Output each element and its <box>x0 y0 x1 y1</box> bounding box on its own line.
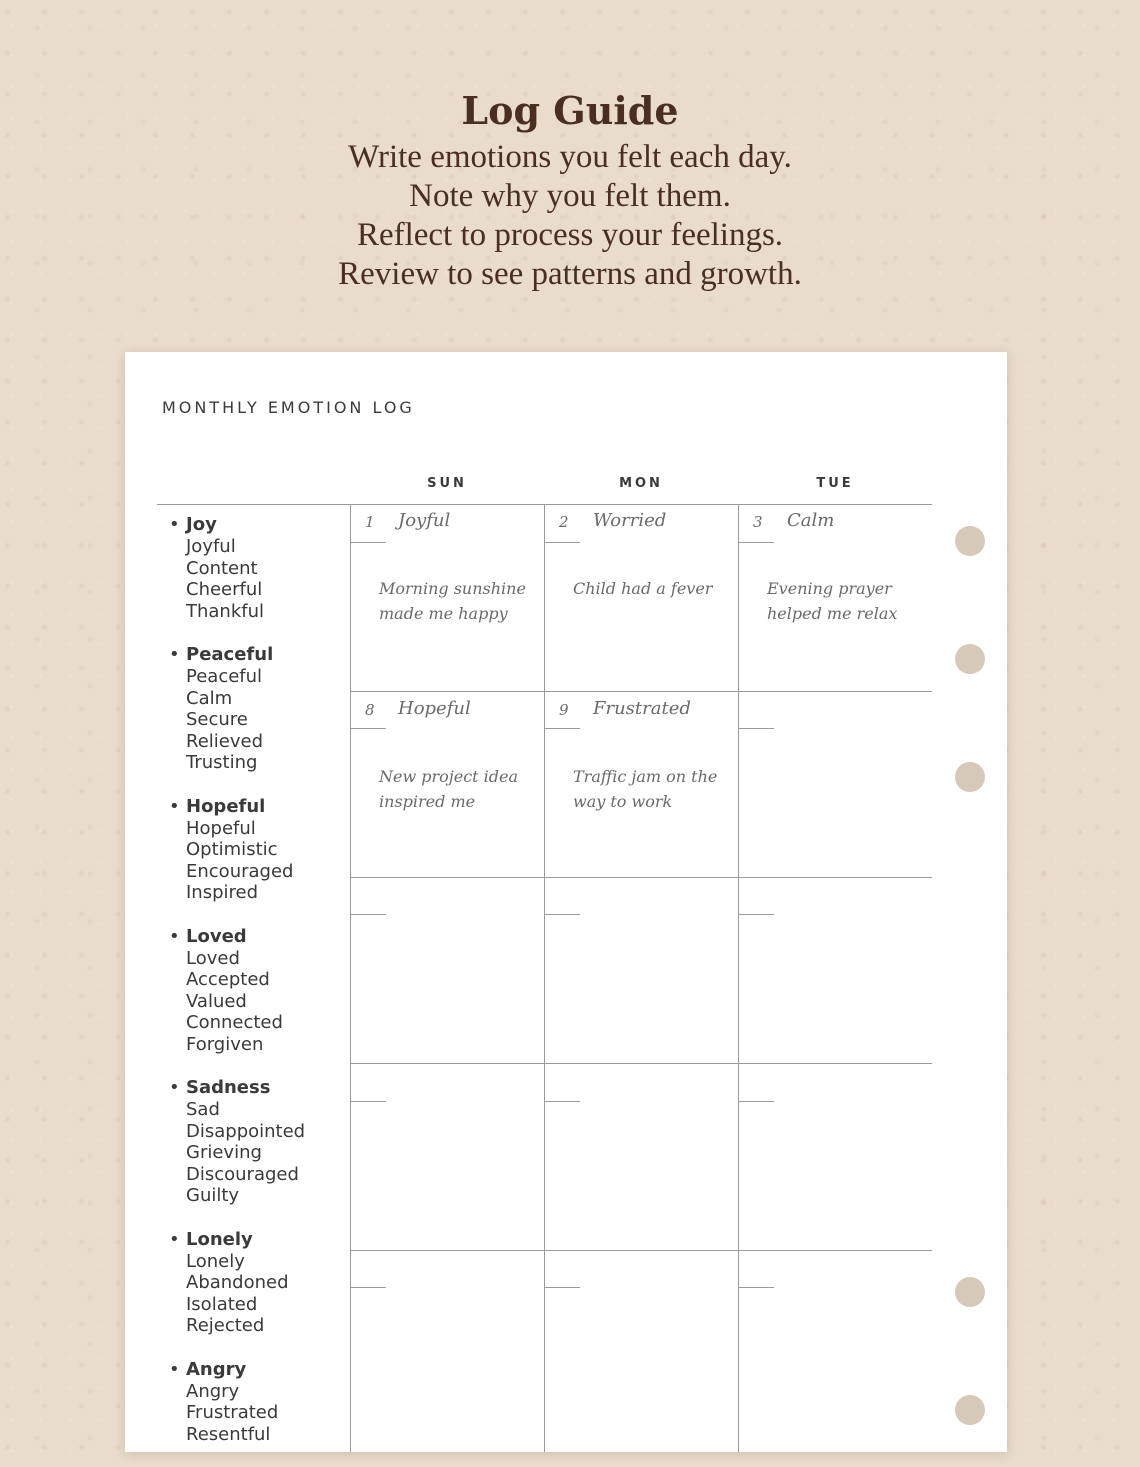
emotion-item: Frustrated <box>186 1402 279 1423</box>
guide-line-1: Write emotions you felt each day. <box>348 139 792 175</box>
emotion-group-heading: Lonely <box>186 1228 253 1250</box>
emotion-item: Trusting <box>186 752 258 773</box>
emotion-item: Relieved <box>186 730 264 752</box>
emotion-item: Grieving <box>186 1142 262 1163</box>
day-note[interactable]: Child had a fever <box>573 579 713 598</box>
grid-col-line <box>544 504 545 1452</box>
day-note[interactable]: New project idea inspired me <box>379 767 519 811</box>
cell-tick <box>738 542 774 543</box>
emotion-group-heading: Joy <box>186 514 217 535</box>
log-guide <box>0 84 1140 294</box>
day-note[interactable]: Morning sunshine made me happy <box>379 579 526 623</box>
emotion-item: Joyful <box>186 536 236 557</box>
binder-hole-icon <box>955 526 985 556</box>
day-emotion[interactable]: Worried <box>593 510 667 531</box>
emotion-group-peaceful <box>169 644 349 774</box>
guide-line-4: Review to see patterns and growth. <box>338 256 802 292</box>
bullet-icon: • <box>169 514 180 535</box>
cell-tick <box>544 914 580 915</box>
emotion-log-sheet <box>125 352 1007 1452</box>
binder-hole-icon <box>955 1395 985 1425</box>
day-emotion[interactable]: Frustrated <box>593 698 691 719</box>
binder-hole-icon <box>955 1277 985 1307</box>
emotion-item: Disappointed <box>186 1120 306 1142</box>
cell-tick <box>738 728 774 729</box>
emotion-item: Discouraged <box>186 1163 299 1185</box>
bullet-icon: • <box>169 1077 180 1098</box>
emotion-item: Accepted <box>186 969 270 990</box>
bullet-icon: • <box>169 925 180 947</box>
cell-tick <box>350 914 386 915</box>
emotion-group-heading: Peaceful <box>186 644 274 665</box>
day-emotion[interactable]: Calm <box>787 510 835 531</box>
guide-line-3: Reflect to process your feelings. <box>356 217 784 253</box>
day-header-mon: MON <box>619 476 663 491</box>
grid-row-line <box>350 1250 932 1251</box>
cell-tick <box>544 1101 580 1102</box>
emotion-item: Peaceful <box>186 666 263 687</box>
emotion-item: Thankful <box>186 600 265 622</box>
emotion-item: Secure <box>186 709 248 730</box>
cell-tick <box>738 1287 774 1288</box>
guide-title: Log Guide <box>461 88 679 133</box>
day-number: 8 <box>365 701 375 719</box>
guide-line-2: Note why you felt them. <box>409 178 731 214</box>
emotion-item: Cheerful <box>186 579 263 600</box>
cell-tick <box>738 1101 774 1102</box>
emotion-item: Optimistic <box>186 839 278 860</box>
cell-tick <box>544 728 580 729</box>
emotion-item: Guilty <box>186 1185 240 1206</box>
bullet-icon: • <box>169 795 180 817</box>
emotion-item: Rejected <box>186 1315 265 1336</box>
day-note[interactable]: Evening prayer helped me relax <box>767 579 898 623</box>
day-number: 2 <box>559 513 569 531</box>
day-emotion[interactable]: Hopeful <box>398 698 471 719</box>
emotion-item: Forgiven <box>186 1033 264 1055</box>
grid-col-line <box>350 504 351 1452</box>
grid-col-line <box>738 504 739 1452</box>
emotion-item: Resentful <box>186 1423 271 1445</box>
emotion-item: Calm <box>186 687 233 709</box>
emotion-group-hopeful <box>169 796 349 904</box>
cell-tick <box>738 914 774 915</box>
emotion-item: Sad <box>186 1099 220 1120</box>
cell-tick <box>350 728 386 729</box>
binder-hole-icon <box>955 762 985 792</box>
day-header-tue: TUE <box>816 476 854 491</box>
emotion-group-sadness <box>169 1077 349 1207</box>
emotion-group-joy <box>169 514 349 622</box>
cell-tick <box>544 542 580 543</box>
emotion-group-heading: Sadness <box>186 1077 271 1098</box>
day-number: 1 <box>365 513 375 531</box>
emotion-item: Angry <box>186 1380 240 1402</box>
day-emotion[interactable]: Joyful <box>398 510 451 531</box>
grid-row-line <box>350 877 932 878</box>
grid-row-line <box>350 691 932 692</box>
emotion-item: Inspired <box>186 882 259 903</box>
bullet-icon: • <box>169 644 180 665</box>
emotion-group-angry <box>169 1359 349 1446</box>
sheet-title: MONTHLY EMOTION LOG <box>162 398 415 417</box>
day-number: 9 <box>559 701 569 719</box>
emotion-item: Content <box>186 557 258 579</box>
cell-tick <box>544 1287 580 1288</box>
grid-row-line <box>350 1063 932 1064</box>
cell-tick <box>350 1101 386 1102</box>
day-header-sun: SUN <box>427 476 467 491</box>
emotion-list <box>169 514 349 1467</box>
bullet-icon: • <box>169 1228 180 1250</box>
emotion-item: Encouraged <box>186 860 294 882</box>
day-number: 3 <box>753 513 763 531</box>
emotion-item: Hopeful <box>186 817 256 839</box>
cell-tick <box>350 1287 386 1288</box>
day-note[interactable]: Traffic jam on the way to work <box>573 767 718 811</box>
emotion-group-lonely <box>169 1229 349 1337</box>
emotion-item: Isolated <box>186 1293 258 1315</box>
binder-hole-icon <box>955 644 985 674</box>
cell-tick <box>350 542 386 543</box>
emotion-item: Connected <box>186 1012 283 1033</box>
emotion-group-heading: Hopeful <box>186 795 266 817</box>
emotion-group-heading: Angry <box>186 1358 247 1380</box>
emotion-item: Lonely <box>186 1250 245 1272</box>
bullet-icon: • <box>169 1358 180 1380</box>
emotion-group-loved <box>169 926 349 1056</box>
emotion-item: Loved <box>186 947 240 969</box>
emotion-group-heading: Loved <box>186 925 247 947</box>
emotion-item: Valued <box>186 990 247 1012</box>
emotion-item: Abandoned <box>186 1272 289 1293</box>
